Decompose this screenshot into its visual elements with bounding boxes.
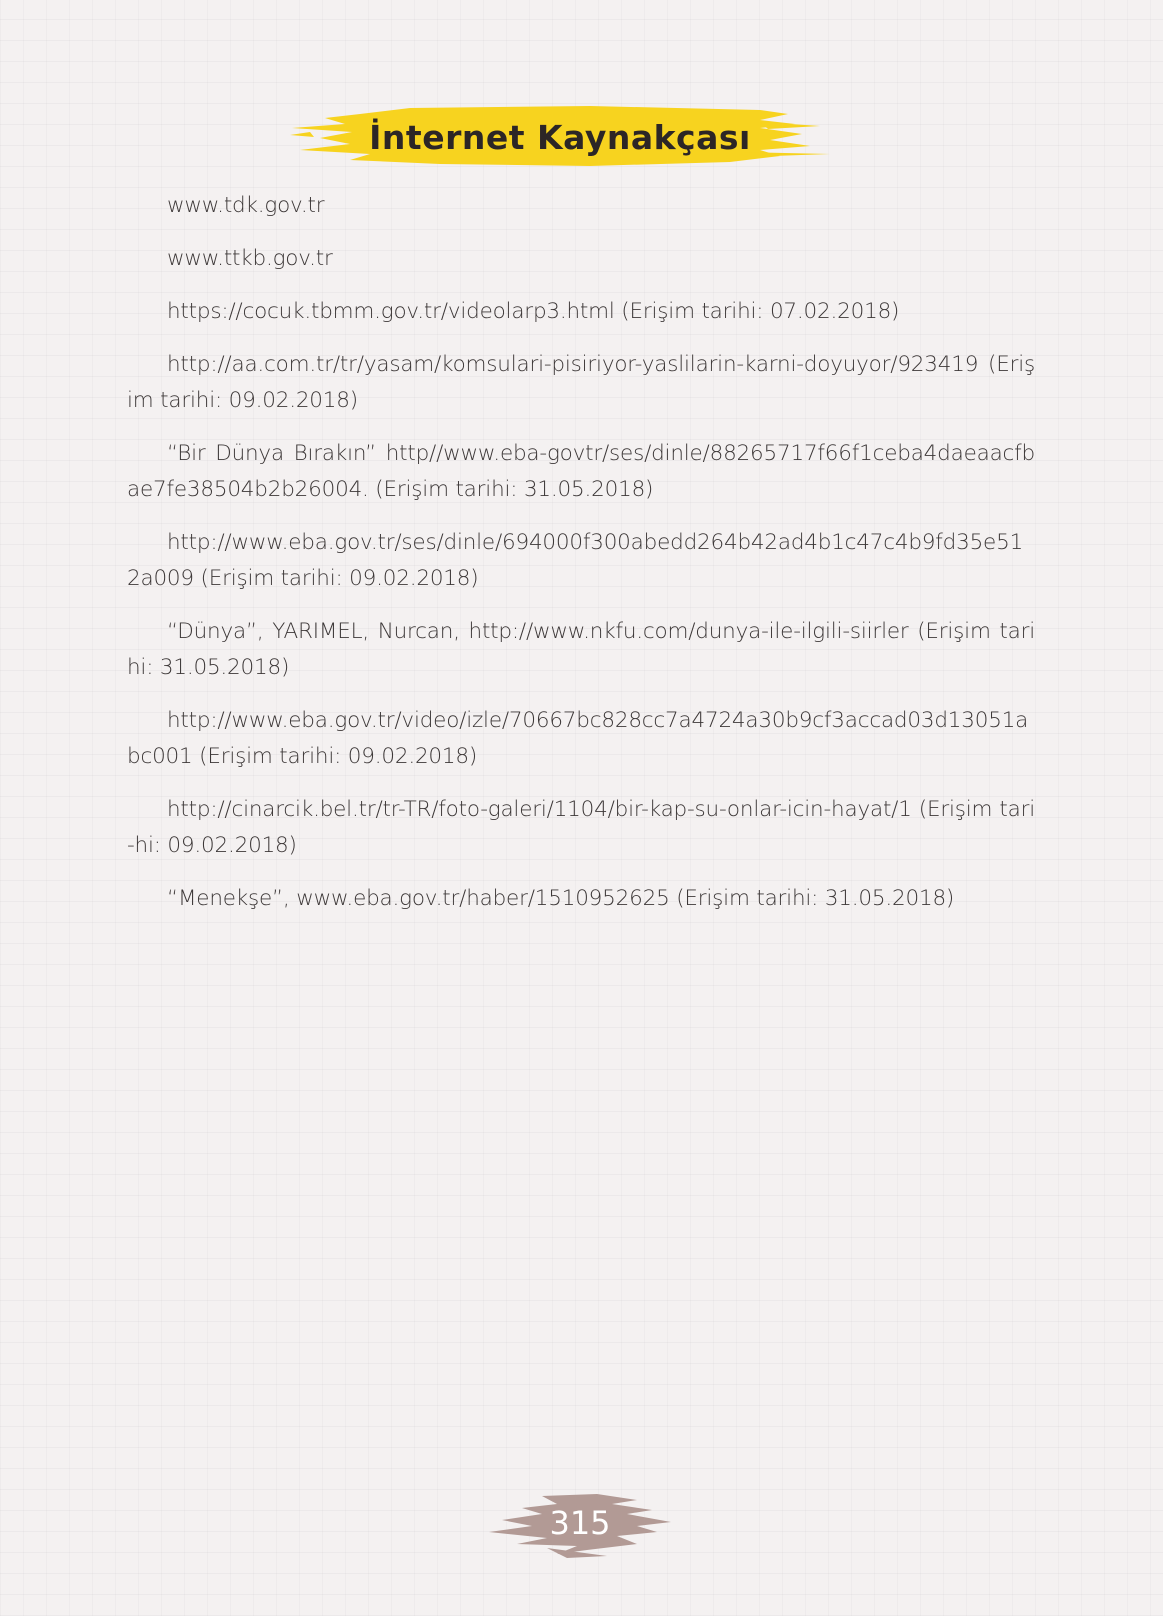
reference-item: https://cocuk.tbmm.gov.tr/videolarp3.html (Erişim tarihi: 07.02.2018) — [167, 299, 900, 324]
title-banner — [290, 102, 830, 174]
reference-item: http://cinarcik.bel.tr/tr-TR/foto-galeri/1104/bir-kap-su-onlar-icin-hayat/1 (Erişim tari-hi: 09.02.2018) — [127, 797, 1035, 858]
page-number-badge — [487, 1488, 673, 1560]
reference-item: “Menekşe”, www.eba.gov.tr/haber/1510952625 (Erişim tarihi: 31.05.2018) — [167, 886, 955, 911]
reference-item: www.tdk.gov.tr — [167, 193, 325, 218]
reference-item: http://www.eba.gov.tr/ses/dinle/694000f300abedd264b42ad4b1c47c4b9fd35e512a009 (Erişim tarihi: 09.02.2018) — [127, 530, 1024, 591]
reference-item: http://www.eba.gov.tr/video/izle/70667bc828cc7a4724a30b9cf3accad03d13051abc001 (Erişim tarihi: 09.02.2018) — [127, 708, 1029, 769]
reference-list — [127, 188, 1035, 934]
page-number: 315 — [549, 1504, 611, 1542]
page-title: İnternet Kaynakçası — [369, 118, 751, 157]
reference-item: “Bir Dünya Bırakın” http//www.eba-govtr/ses/dinle/88265717f66f1ceba4daeaacfbae7fe38504b2b26004. (Erişim tarihi: 31.05.2018) — [127, 441, 1035, 502]
reference-item: “Dünya”, YARIMEL, Nurcan, http://www.nkfu.com/dunya-ile-ilgili-siirler (Erişim tarihi: 31.05.2018) — [127, 619, 1035, 680]
reference-item: http://aa.com.tr/tr/yasam/komsulari-pisiriyor-yaslilarin-karni-doyuyor/923419 (Erişim tarihi: 09.02.2018) — [127, 352, 1035, 413]
reference-item: www.ttkb.gov.tr — [167, 246, 333, 271]
